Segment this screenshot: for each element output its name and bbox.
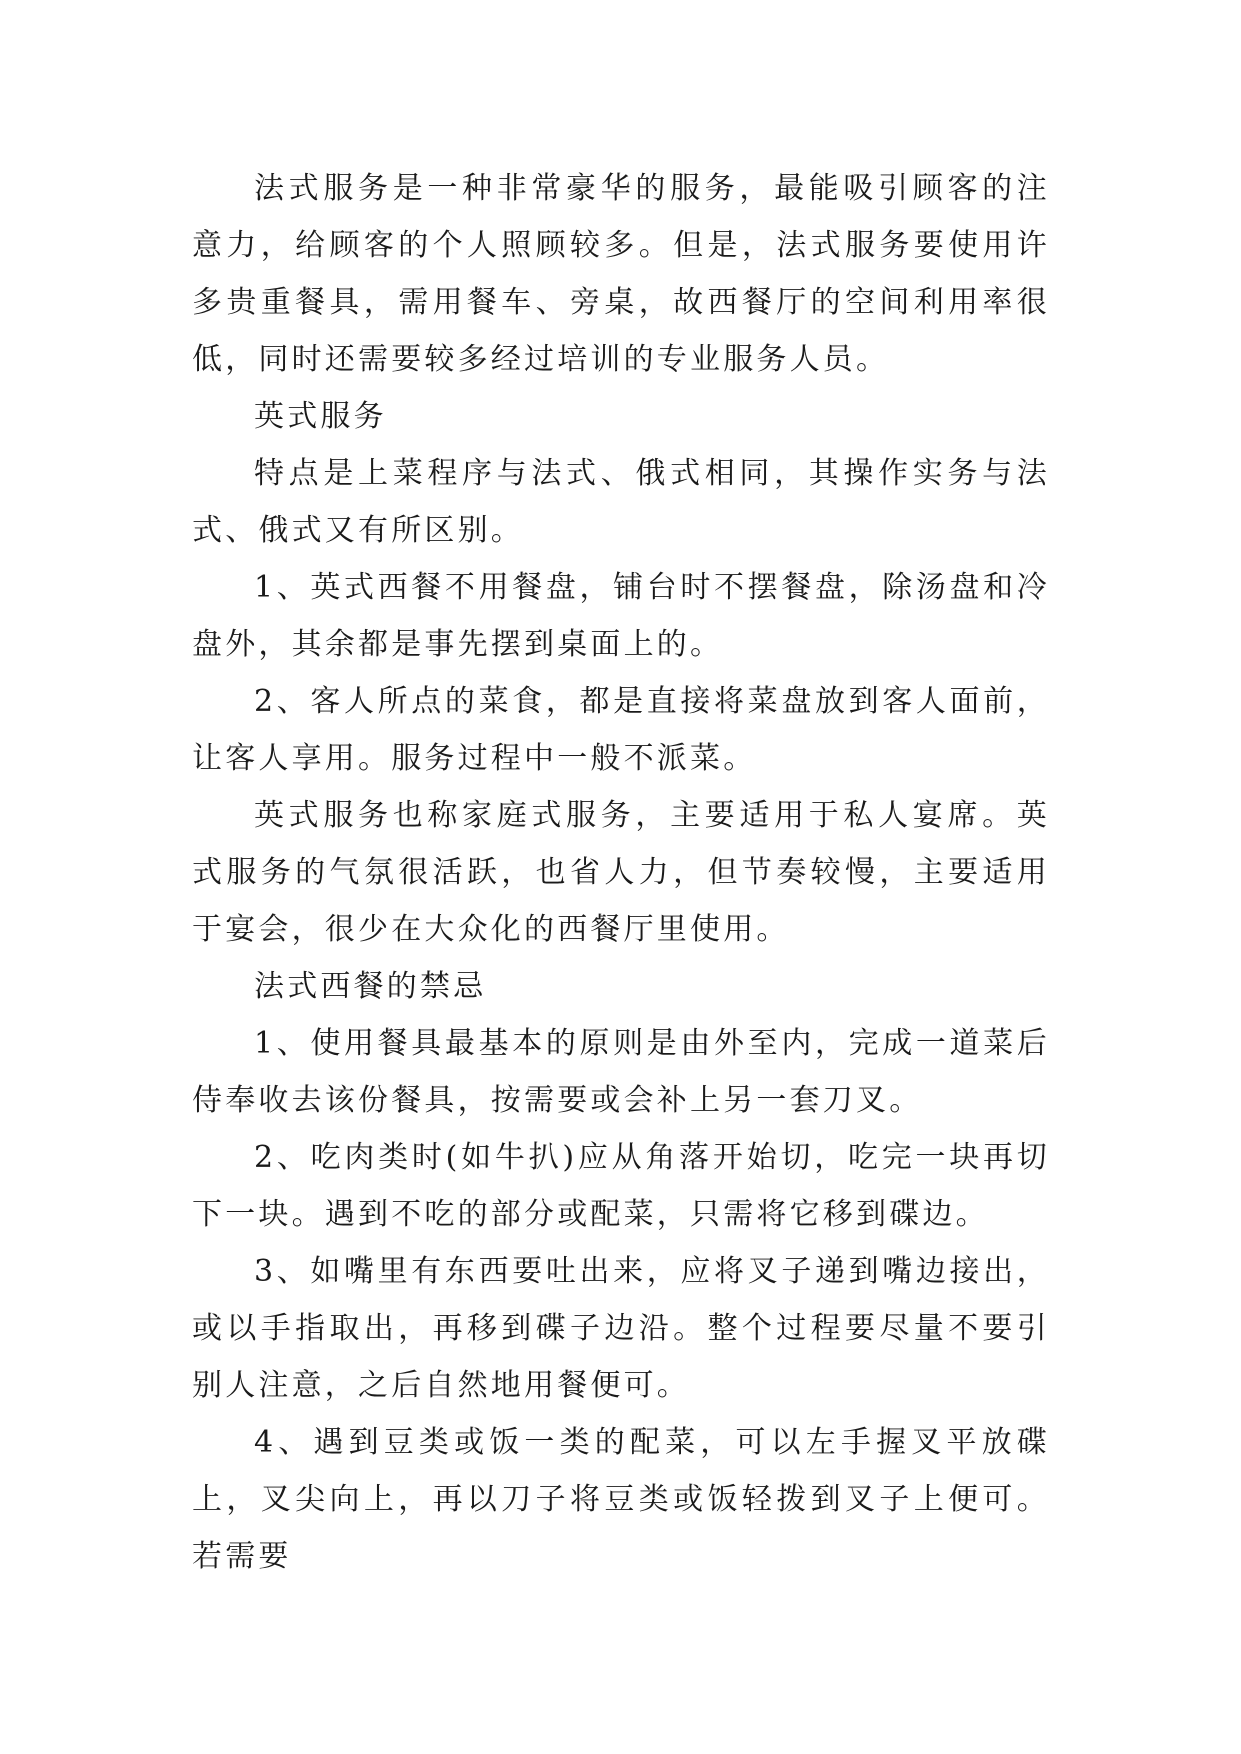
list-item-english-service-2: 2、客人所点的菜食，都是直接将菜盘放到客人面前，让客人享用。服务过程中一般不派菜。	[192, 684, 1050, 776]
list-item-taboo-2: 2、吃肉类时(如牛扒)应从角落开始切，吃完一块再切下一块。遇到不吃的部分或配菜，只需将它移到碟边。	[192, 1140, 1050, 1232]
document-body	[192, 160, 1050, 1585]
list-item-english-service-1: 1、英式西餐不用餐盘，铺台时不摆餐盘，除汤盘和冷盘外，其余都是事先摆到桌面上的。	[192, 570, 1050, 662]
list-item-taboo-3: 3、如嘴里有东西要吐出来，应将叉子递到嘴边接出，或以手指取出，再移到碟子边沿。整个过程要尽量不要引别人注意，之后自然地用餐便可。	[192, 1254, 1050, 1403]
paragraph-english-service-features: 特点是上菜程序与法式、俄式相同，其操作实务与法式、俄式又有所区别。	[192, 456, 1050, 548]
section-heading-english-service: 英式服务	[254, 399, 387, 434]
list-item-taboo-1: 1、使用餐具最基本的原则是由外至内，完成一道菜后侍奉收去该份餐具，按需要或会补上另一套刀叉。	[192, 1026, 1050, 1118]
paragraph-english-service-summary: 英式服务也称家庭式服务，主要适用于私人宴席。英式服务的气氛很活跃，也省人力，但节奏较慢，主要适用于宴会，很少在大众化的西餐厅里使用。	[192, 798, 1050, 947]
paragraph-french-service-summary: 法式服务是一种非常豪华的服务，最能吸引顾客的注意力，给顾客的个人照顾较多。但是，法式服务要使用许多贵重餐具，需用餐车、旁桌，故西餐厅的空间利用率很低，同时还需要较多经过培训的专业服务人员。	[192, 171, 1050, 377]
list-item-taboo-4: 4、遇到豆类或饭一类的配菜，可以左手握叉平放碟上，叉尖向上，再以刀子将豆类或饭轻拨到叉子上便可。若需要	[192, 1425, 1050, 1574]
section-heading-french-dining-taboos: 法式西餐的禁忌	[254, 969, 487, 1004]
